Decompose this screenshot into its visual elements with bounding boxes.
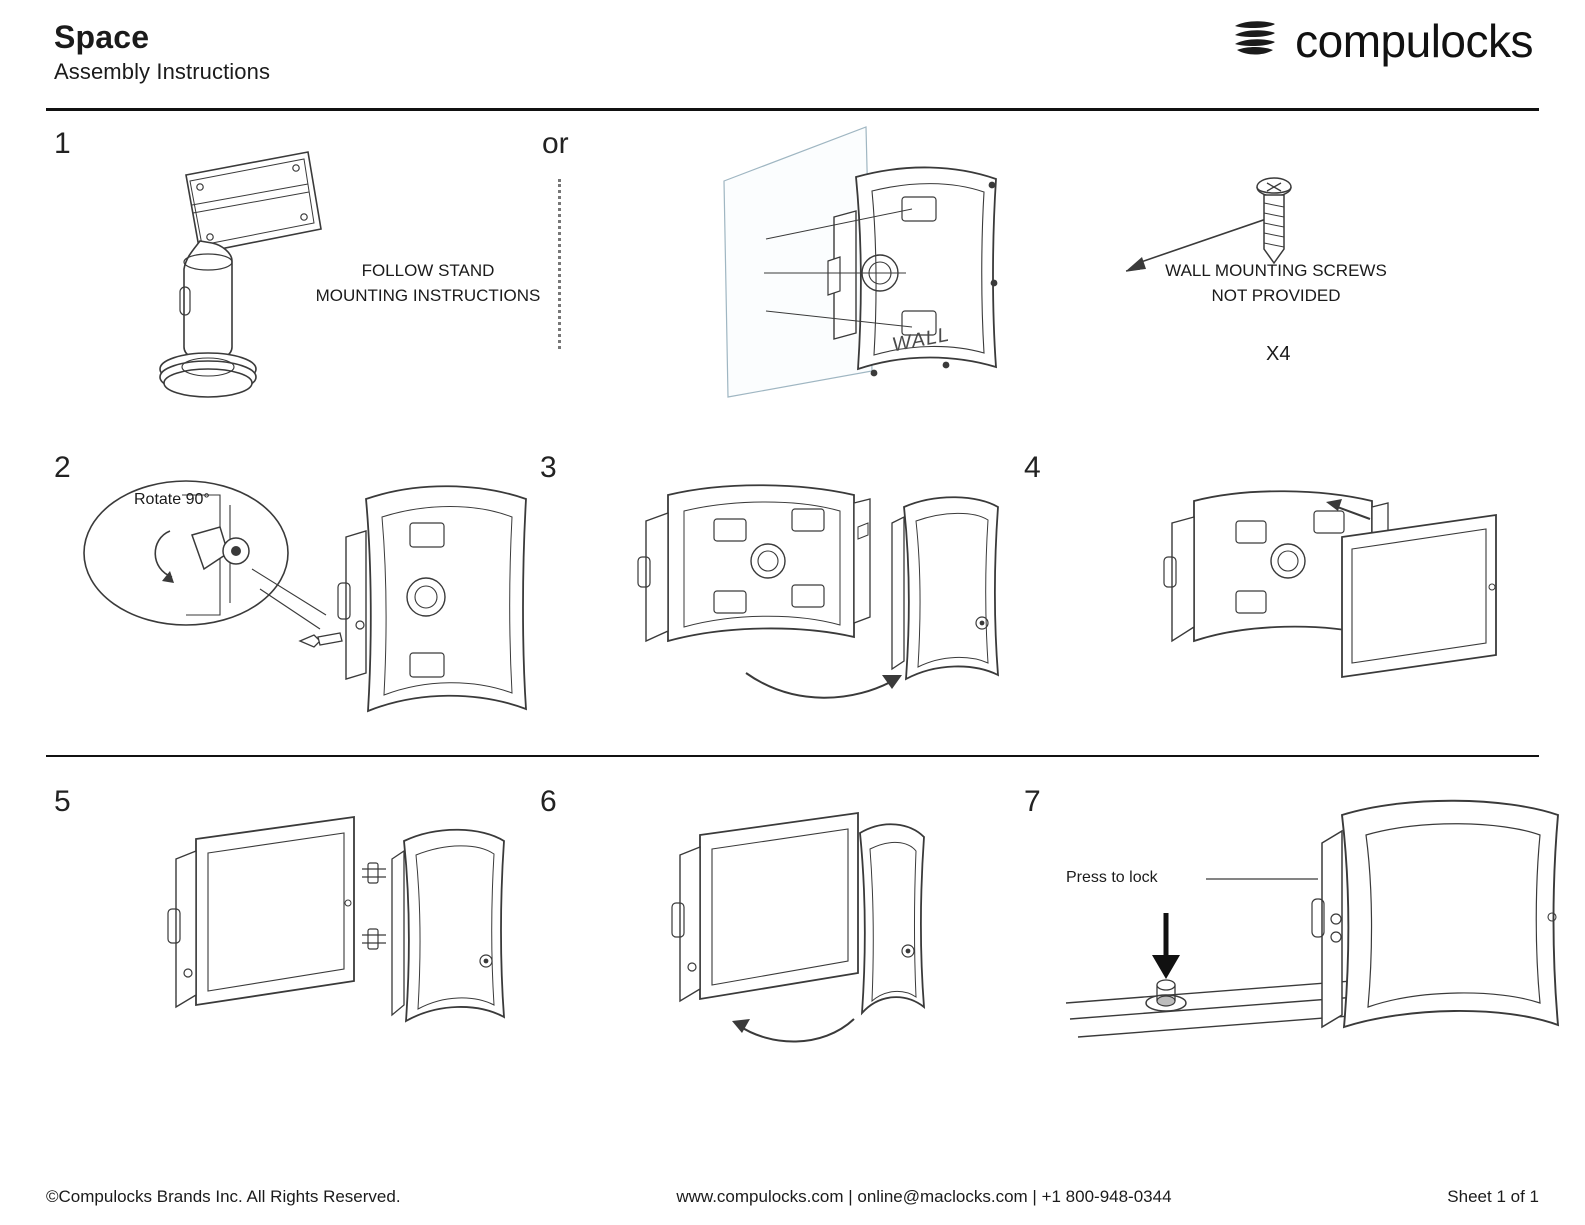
footer-contact: www.compulocks.com | online@maclocks.com | +1 800-948-0344 [676, 1187, 1172, 1206]
step-1-caption-line-1: FOLLOW STAND [361, 261, 495, 280]
document-header [46, 0, 1539, 108]
or-label: or [542, 127, 569, 160]
step-number-6: 6 [540, 785, 557, 818]
step-2-callout: Rotate 90° [134, 491, 210, 508]
align-cover-illustration [142, 805, 542, 1060]
step-number-3: 3 [540, 451, 557, 484]
step-1-caption [278, 259, 578, 308]
screw-quantity-label: X4 [1266, 343, 1291, 365]
insert-tablet-illustration [1136, 475, 1536, 720]
brand-lockup [1231, 14, 1533, 68]
document-footer [46, 1187, 1539, 1207]
screw-caption-line-2: NOT PROVIDED [1211, 285, 1341, 305]
compulocks-mark-icon [1231, 17, 1279, 66]
wall-mount-back-plate-illustration [706, 121, 1036, 426]
title-block [54, 20, 270, 85]
page-title: Space [54, 19, 150, 55]
footer-sheet-number: Sheet 1 of 1 [1447, 1187, 1539, 1206]
step-number-1: 1 [54, 127, 71, 160]
finished-assembly-illustration [1296, 787, 1585, 1052]
footer-copyright: ©Compulocks Brands Inc. All Rights Reserved. [46, 1187, 401, 1206]
step-number-7: 7 [1024, 785, 1041, 818]
step-1-caption-line-2: MOUNTING INSTRUCTIONS [315, 285, 541, 305]
step-number-4: 4 [1024, 451, 1041, 484]
band-steps-2-3-4 [46, 451, 1539, 751]
step-7-callout: Press to lock [1066, 869, 1158, 886]
band-steps-5-6-7 [46, 757, 1539, 1077]
open-enclosure-cover-illustration [606, 465, 1026, 720]
wall-label: WALL [890, 323, 952, 357]
step-number-2: 2 [54, 451, 71, 484]
step-number-5: 5 [54, 785, 71, 818]
page-subtitle: Assembly Instructions [54, 59, 271, 85]
close-cover-illustration [646, 803, 1026, 1068]
brand-name: compulocks [1295, 15, 1533, 67]
or-dotted-separator [558, 179, 561, 349]
screw-caption [1106, 259, 1446, 308]
screw-caption-line-1: WALL MOUNTING SCREWS [1165, 261, 1387, 280]
band-step-1 [46, 111, 1539, 451]
